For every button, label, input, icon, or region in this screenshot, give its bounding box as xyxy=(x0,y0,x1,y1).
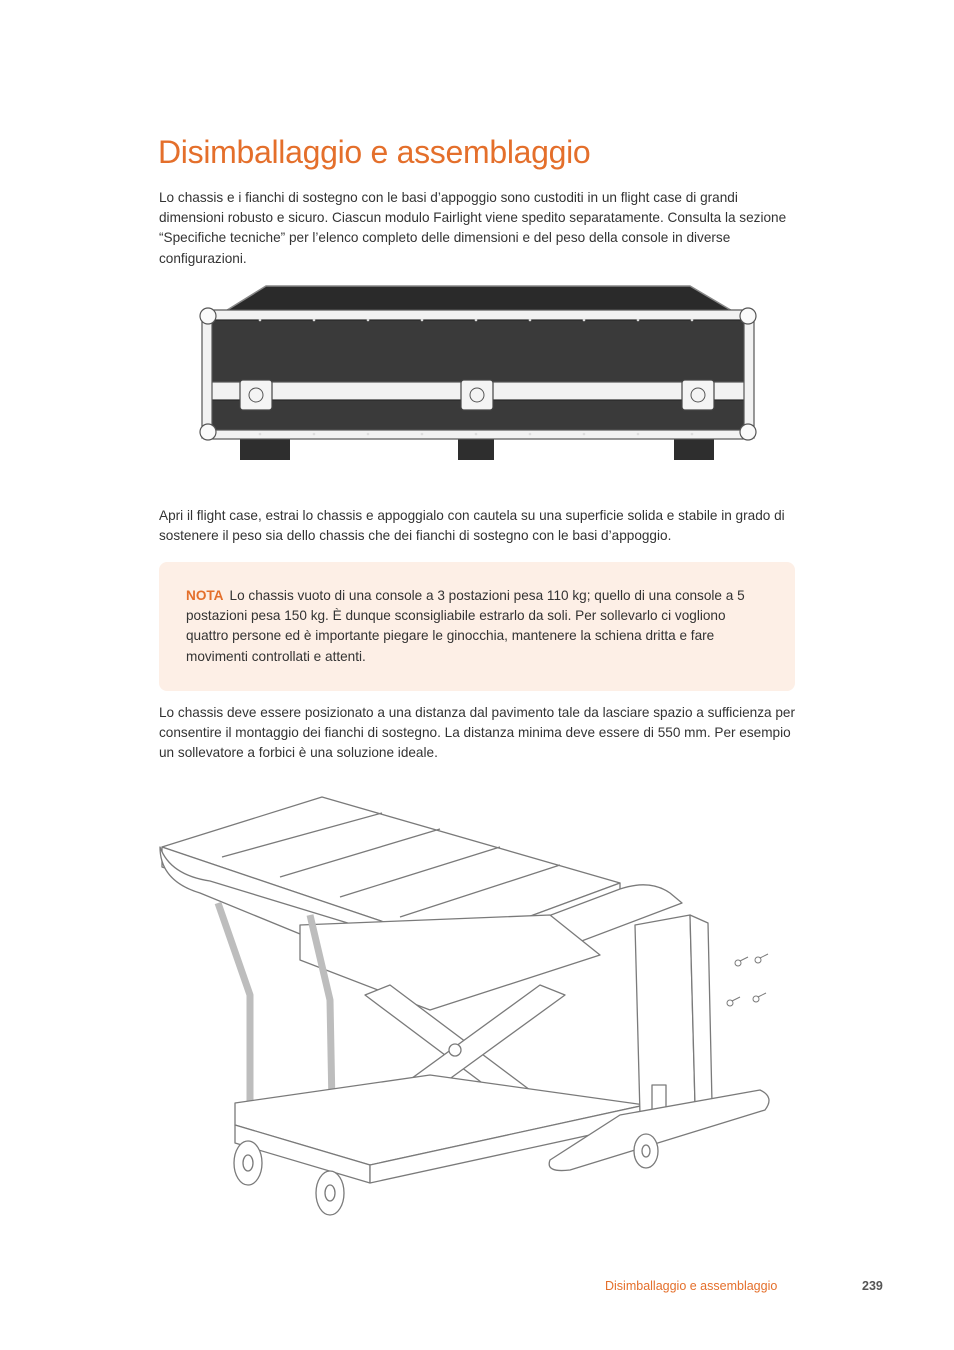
note-label: NOTA xyxy=(186,588,224,603)
footer-section-title: Disimballaggio e assemblaggio xyxy=(605,1279,778,1293)
intro-paragraph: Lo chassis e i fianchi di sostegno con le basi d’appoggio sono custoditi in un flight case di grandi dimensioni robusto e sicuro. Ciascun modulo Fairlight viene spedito separatamente. Consulta la sezione “Specifiche tecniche” per l’elenco completo delle dimensioni e del peso della console in diverse configurazioni. xyxy=(159,190,787,266)
note-text: Lo chassis vuoto di una console a 3 postazioni pesa 110 kg; quello di una console a 5 postazioni pesa 150 kg. È dunque sconsigliabile estrarlo da soli. Per sollevarlo ci vogliono quattro persone ed è importante piegare le ginocchia, mantenere la schiena dritta e fare movimenti controllati e attenti. xyxy=(186,588,745,664)
scissor-lift-illustration xyxy=(150,785,780,1225)
note-box xyxy=(159,562,795,691)
instruction-paragraph: Apri il flight case, estrai lo chassis e appoggialo con cautela su una superficie solida e stabile in grado di sostenere il peso sia dello chassis che dei fianchi di sostegno con le basi d’appoggio. xyxy=(159,508,785,544)
page-number: 239 xyxy=(862,1279,883,1293)
flight-case-illustration xyxy=(196,280,760,466)
positioning-paragraph: Lo chassis deve essere posizionato a una distanza dal pavimento tale da lasciare spazio a sufficienza per consentire il montaggio dei fianchi di sostegno. La distanza minima deve essere di 550 mm. Per esempio un sollevatore a forbici è una soluzione ideale. xyxy=(159,705,796,761)
note-content xyxy=(186,586,746,667)
page-title: Disimballaggio e assemblaggio xyxy=(158,134,591,170)
